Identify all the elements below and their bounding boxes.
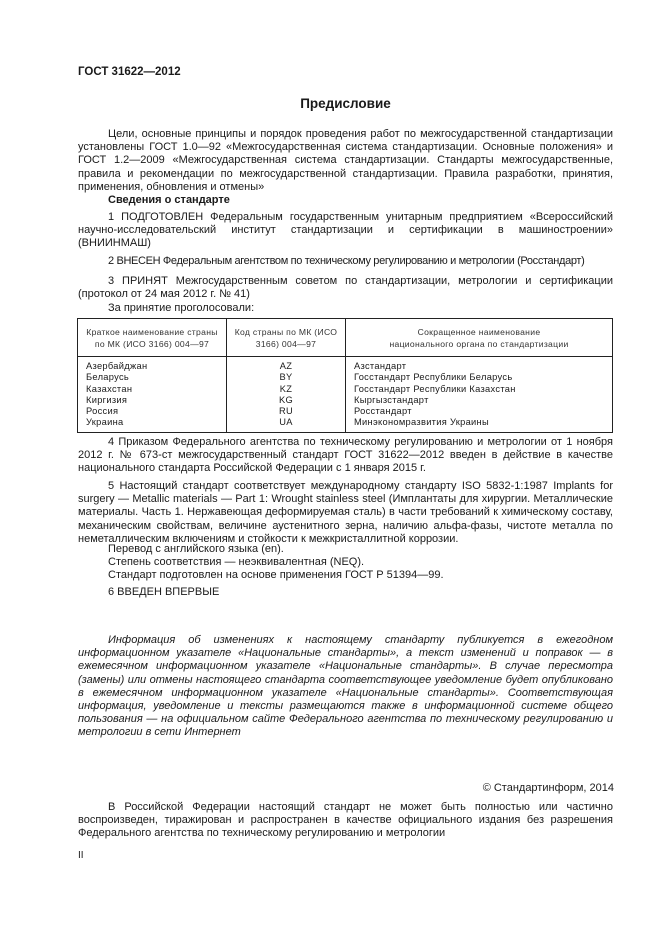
item-3-text: 3 ПРИНЯТ Межгосударственным советом по стандартизации, метрологии и сертификации (протокол от 24 мая 2012 г. № 41): [78, 275, 613, 301]
cell-body: Росстандарт: [346, 406, 613, 417]
rights-paragraph: [78, 801, 613, 841]
vote-table: [77, 318, 613, 433]
table-row: [78, 395, 613, 406]
notice-paragraph: [78, 634, 613, 740]
cell-body: Госстандарт Республики Беларусь: [346, 372, 613, 383]
cell-body: Минэкономразвития Украины: [346, 417, 613, 432]
page-number: II: [78, 850, 84, 861]
cell-country: Казахстан: [78, 384, 227, 395]
cell-body: Госстандарт Республики Казахстан: [346, 384, 613, 395]
table-header-row: [78, 319, 613, 357]
cell-code: KZ: [227, 384, 346, 395]
item-3: [78, 275, 613, 301]
cell-country: Беларусь: [78, 372, 227, 383]
item-4-text: 4 Приказом Федерального агентства по техническому регулированию и метрологии от 1 ноября 2012 г. № 673-ст межгосударственный стандарт ГОСТ 31622—2012 введен в действие в качестве национального стандарта Российской Федерации с 1 января 2015 г.: [78, 436, 613, 475]
item-1: [78, 211, 613, 251]
header-body: Сокращенное наименование национального органа по стандартизации: [346, 319, 613, 357]
intro-text: Цели, основные принципы и порядок проведения работ по межгосударственной стандартизации установлены ГОСТ 1.0—92 «Межгосударственная система стандартизации. Основные положения» и ГОСТ 1.2—2009 «Межгосударственная система стандартизации. Стандарты межгосударственные, правила и рекомендации по межгосударственной стандартизации. Правила разработки, принятия, применения, обновления и отмены»: [78, 128, 613, 193]
table-row: [78, 384, 613, 395]
cell-code: UA: [227, 417, 346, 432]
document-id: ГОСТ 31622—2012: [78, 66, 181, 78]
basis-note: Стандарт подготовлен на основе применения ГОСТ Р 51394—99.: [108, 569, 444, 581]
cell-body: Азстандарт: [346, 357, 613, 373]
item-1-text: 1 ПОДГОТОВЛЕН Федеральным государственным унитарным предприятием «Всероссийский научно-исследовательский институт стандартизации и сертификации в машиностроении» (ВНИИНМАШ): [78, 211, 613, 250]
rights-text: В Российской Федерации настоящий стандарт не может быть полностью или частично воспроизведен, тиражирован и распространен в качестве официального издания без разрешения Федерального агентства по техническому регулированию и метрологии: [78, 801, 613, 840]
page-title: Предисловие: [300, 96, 391, 111]
cell-body: Кыргызстандарт: [346, 395, 613, 406]
item-2: [78, 255, 613, 268]
copyright: © Стандартинформ, 2014: [482, 782, 614, 794]
cell-country: Азербайджан: [78, 357, 227, 373]
table-row: [78, 372, 613, 383]
item-6: 6 ВВЕДЕН ВПЕРВЫЕ: [108, 586, 220, 598]
item-5-text: 5 Настоящий стандарт соответствует международному стандарту ISO 5832-1:1987 Implants for surgery — Metallic materials — Part 1: Wrought stainless steel (Имплантаты для хирургии. Металлические материалы. Часть 1. Нержавеющая деформируемая сталь) в части требований к химическому составу, механическим свойствам, величине аустенитного зерна, наличию альфа-фазы, чистоте металла по неметаллическим включениям и стойкости к межкристаллитной коррозии.: [78, 480, 613, 545]
cell-code: KG: [227, 395, 346, 406]
item-5: [78, 480, 613, 546]
cell-code: AZ: [227, 357, 346, 373]
cell-country: Киргизия: [78, 395, 227, 406]
cell-code: RU: [227, 406, 346, 417]
intro-paragraph: [78, 128, 613, 194]
item-2-text: 2 ВНЕСЕН Федеральным агентством по техническому регулированию и метрологии (Росстандарт): [108, 255, 585, 267]
voted-label: [78, 302, 613, 315]
notice-text: Информация об изменениях к настоящему стандарту публикуется в ежегодном информационном указателе «Национальные стандарты», а текст изменений и поправок — в ежемесячном информационном указателе «Национальные стандарты». В случае пересмотра (замены) или отмены настоящего стандарта соответствующее уведомление будет опубликовано в ежемесячном информационном указателе «Национальные стандарты». Соответствующая информация, уведомление и тексты размещаются также в информационной системе общего пользования — на официальном сайте Федерального агентства по техническому регулированию и метрологии в сети Интернет: [78, 634, 613, 739]
section-heading: Сведения о стандарте: [108, 194, 230, 206]
cell-code: BY: [227, 372, 346, 383]
cell-country: Россия: [78, 406, 227, 417]
table-row: [78, 417, 613, 432]
header-country: Краткое наименование страны по МК (ИСО 3166) 004—97: [78, 319, 227, 357]
translation-note: Перевод с английского языка (en).: [108, 543, 284, 555]
item-4: [78, 436, 613, 476]
header-code: Код страны по МК (ИСО 3166) 004—97: [227, 319, 346, 357]
table-row: [78, 357, 613, 373]
voted-label-text: За принятие проголосовали:: [108, 302, 255, 314]
table-row: [78, 406, 613, 417]
degree-note: Степень соответствия — неэквивалентная (NEQ).: [108, 556, 365, 568]
cell-country: Украина: [78, 417, 227, 432]
